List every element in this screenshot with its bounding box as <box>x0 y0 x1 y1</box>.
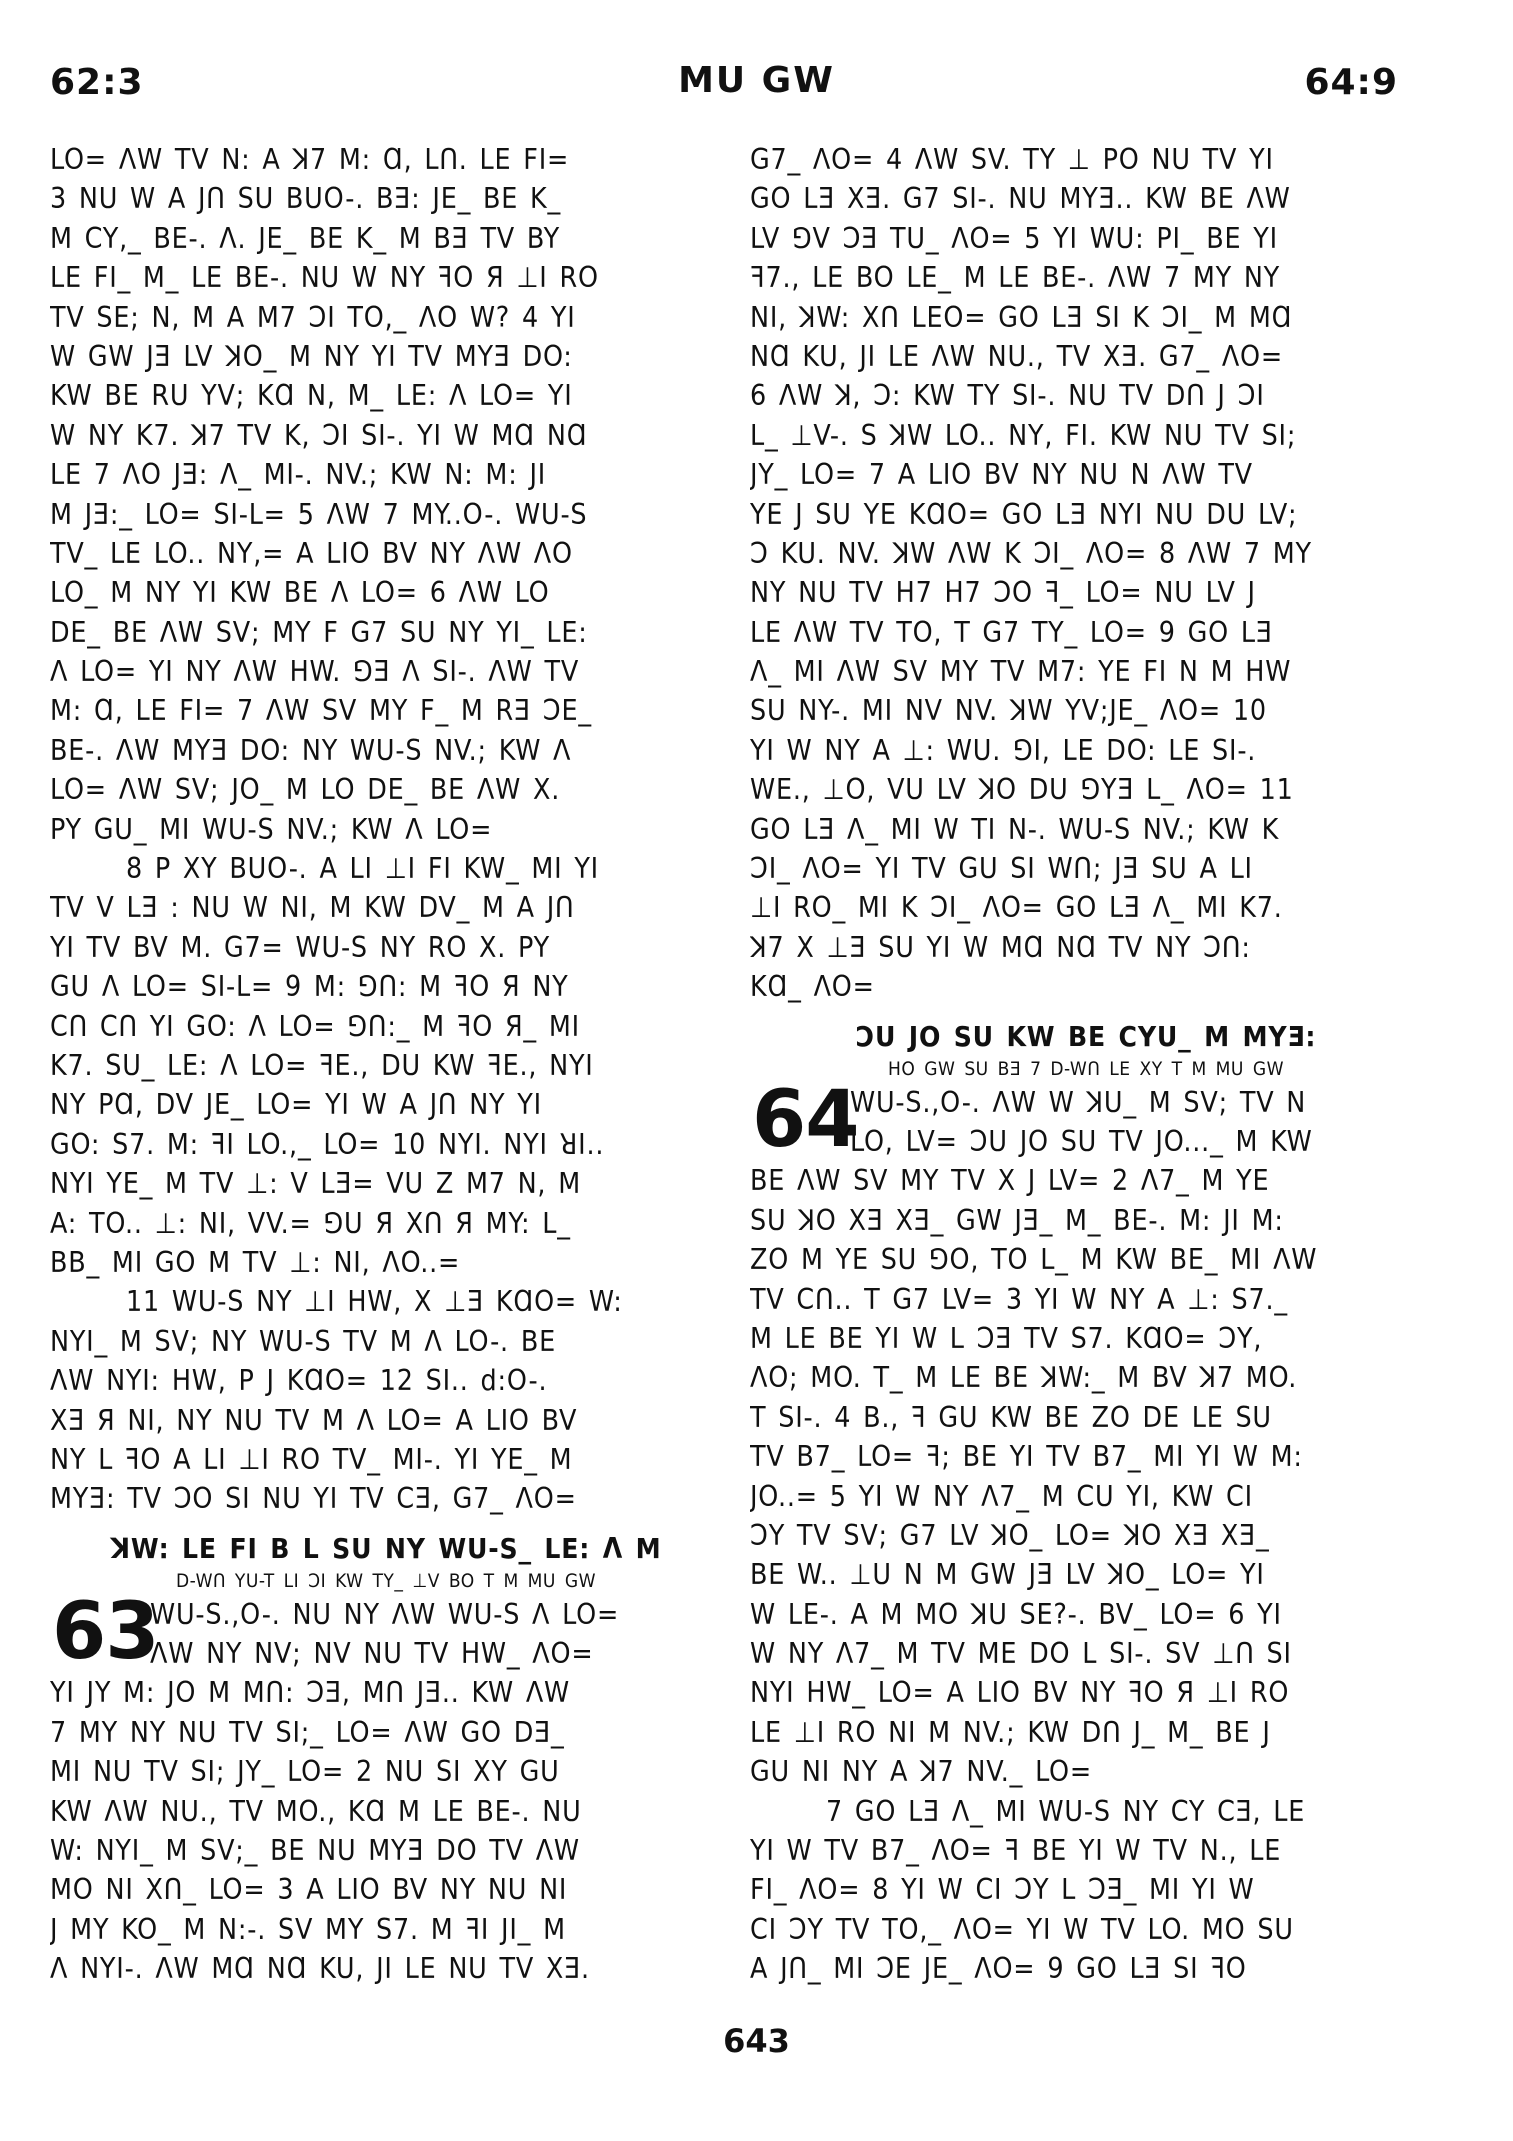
text-line: LV ⅁V ƆƎ TU_ ΛO= 5 YI WU: PI_ BE YI <box>750 221 1278 255</box>
text-line: ꓘ7 X ⊥Ǝ SU YI W MⱭ NⱭ TV NY ƆՈ: <box>750 930 1251 964</box>
text-line: LO, LV= ƆU JO SU TV JO..._ M KW <box>850 1124 1313 1158</box>
text-line: NY PⱭ, DV JE_ LO= YI W A JՈ NY YI <box>50 1088 542 1122</box>
text-line: MYƎ: TV ƆO SI NU YI TV CƎ, G7_ ΛO= <box>50 1482 577 1516</box>
text-line: LE ⊥I RO NI M NV.; KW DՈ J_ M_ BE J <box>750 1715 1271 1749</box>
text-line: BE-. ΛW MYƎ DO: NY WU-S NV.; KW Λ <box>50 733 572 767</box>
text-line: Λ LO= YI NY ΛW HW. ⅁Ǝ Λ SI-. ΛW TV <box>50 655 580 689</box>
text-line: XƎ Я NI, NY NU TV M Λ LO= A LIO BV <box>50 1403 578 1437</box>
text-line: L_ ⊥V-. S ꓘW LO.. NY, FI. KW NU TV SI; <box>750 418 1297 452</box>
section-heading: ꓘW: LE FI B L SU NY WU-S_ LE: Λ M <box>110 1531 662 1565</box>
right-text-column <box>750 140 1422 1989</box>
text-line: TV SE; N, M A M7 ƆI TO,_ ΛO W? 4 YI <box>50 300 576 334</box>
text-line: TV B7_ LO= ꟻ; BE YI TV B7_ MI YI W M: <box>750 1440 1303 1474</box>
text-line: WU-S.,O-. NU NY ΛW WU-S Λ LO= <box>150 1597 620 1631</box>
text-line: DE_ BE ΛW SV; MY F G7 SU NY YI_ LE: <box>50 615 588 649</box>
right-block-c <box>750 1792 1422 1989</box>
text-line: NYI HW_ LO= A LIO BV NY ꟻO Я ⊥I RO <box>750 1676 1290 1710</box>
text-line: ZO M YE SU ⅁O, TO L_ M KW BE_ MI ΛW <box>750 1243 1318 1277</box>
text-line: JY_ LO= 7 A LIO BV NY NU N ΛW TV <box>750 458 1253 492</box>
text-line: T SI-. 4 B., ꟻ GU KW BE ZO DE LE SU <box>750 1400 1272 1434</box>
left-block-a <box>50 140 722 849</box>
text-line: ƆI_ ΛO= YI TV GU SI WՈ; JƎ SU A LI <box>750 852 1253 886</box>
text-line: W: NYI_ M SV;_ BE NU MYƎ DO TV ΛW <box>50 1834 580 1868</box>
text-line: M: Ɑ, LE FI= 7 ΛW SV MY F_ M RƎ ƆE_ <box>50 694 592 728</box>
section-subheading: HO GW SU BƎ 7 D-WՈ LE XY T M MU GW <box>888 1057 1284 1080</box>
text-line: GU NI NY A ꓘ7 NV._ LO= <box>750 1755 1093 1789</box>
text-line: BE W.. ⊥U N M GW JƎ LV ꓘO_ LO= YI <box>750 1558 1265 1592</box>
text-line: SU ꓘO XƎ XƎ_ GW JƎ_ M_ BE-. M: JI M: <box>750 1203 1284 1237</box>
text-line: MI NU TV SI; JY_ LO= 2 NU SI XY GU <box>50 1755 560 1789</box>
section-heading: ƆU JO SU KW BE CYU_ M MYƎ: <box>855 1019 1317 1053</box>
chapter-number: 63 <box>52 1586 159 1677</box>
text-line: A: TO.. ⊥: NI, VV.= ⅁U Я XՈ Я MY: L_ <box>50 1206 571 1240</box>
text-line: SU NY-. MI NV NV. ꓘW YV;JE_ ΛO= 10 <box>750 694 1267 728</box>
text-line: GO: S7. M: ꟻI LO.,_ LO= 10 NYI. NYI ꓤI.. <box>50 1127 605 1161</box>
text-line: W NY K7. ꓘ7 TV K, ƆI SI-. YI W MⱭ NⱭ <box>50 418 588 452</box>
text-line: 6 ΛW ꓘ, Ɔ: KW TY SI-. NU TV DՈ J ƆI <box>750 379 1265 413</box>
text-line: W GW JƎ LV ꓘO_ M NY YI TV MYƎ DO: <box>50 339 573 373</box>
text-line: TV V LƎ : NU W NI, M KW DV_ M A JՈ <box>50 891 575 925</box>
text-line: ⊥I RO_ MI K ƆI_ ΛO= GO LƎ Λ_ MI K7. <box>750 891 1283 925</box>
text-line: Λ NYI-. ΛW MⱭ NⱭ KU, JI LE NU TV XƎ. <box>50 1952 590 1986</box>
left-block-c <box>50 1282 722 1518</box>
left-text-column <box>50 140 722 1989</box>
text-line: W LE-. A M MO ꓘU SE?-. BV_ LO= 6 YI <box>750 1597 1282 1631</box>
text-line: NⱭ KU, JI LE ΛW NU., TV XƎ. G7_ ΛO= <box>750 339 1284 373</box>
text-line: ΛO; MO. T_ M LE BE ꓘW:_ M BV ꓘ7 MO. <box>750 1361 1298 1395</box>
text-line: LE ΛW TV TO, T G7 TY_ LO= 9 GO LƎ <box>750 615 1273 649</box>
text-line: TV CՈ.. T G7 LV= 3 YI W NY A ⊥: S7._ <box>750 1282 1288 1316</box>
text-line: 3 NU W A JՈ SU BUO-. BƎ: JE_ BE K_ <box>50 182 562 216</box>
text-line: BB_ MI GO M TV ⊥: NI, ΛO..= <box>50 1245 461 1279</box>
text-line: A JՈ_ MI ƆE JE_ ΛO= 9 GO LƎ SI ꟻO <box>750 1952 1247 1986</box>
text-line: CՈ CՈ YI GO: Λ LO= ⅁Ո:_ M ꟻO Я_ MI <box>50 1009 580 1043</box>
text-line: GO LƎ XƎ. G7 SI-. NU MYƎ.. KW BE ΛW <box>750 182 1291 216</box>
text-line: LO= ΛW SV; JO_ M LO DE_ BE ΛW X. <box>50 773 561 807</box>
text-line: YI TV BV M. G7= WU-S NY RO X. PY <box>50 930 550 964</box>
text-line: G7_ ΛO= 4 ΛW SV. TY ⊥ PO NU TV YI <box>750 143 1274 176</box>
text-line: YI W TV B7_ ΛO= ꟻ BE YI W TV N., LE <box>750 1834 1282 1868</box>
text-line: NYI YE_ M TV ⊥: V LƎ= VU Z M7 N, M <box>50 1167 581 1201</box>
text-line: LE 7 ΛO JƎ: Λ_ MI-. NV.; KW N: M: JI <box>50 458 547 492</box>
text-line: CI ƆY TV TO,_ ΛO= YI W TV LO. MO SU <box>750 1912 1294 1946</box>
chapter-start <box>750 1074 1422 1165</box>
right-block-a <box>750 140 1422 1007</box>
text-line: ƆY TV SV; G7 LV ꓘO_ LO= ꓘO XƎ XƎ_ <box>750 1518 1270 1552</box>
text-line: J MY KO_ M N:-. SV MY S7. M ꟻI JI_ M <box>50 1912 566 1946</box>
text-line: M LE BE YI W L ƆƎ TV S7. KⱭO= ƆY, <box>750 1321 1263 1355</box>
text-line: 11 WU-S NY ⊥I HW, X ⊥Ǝ KⱭO= W: <box>126 1285 623 1319</box>
text-line: GO LƎ Λ_ MI W TI N-. WU-S NV.; KW K <box>750 812 1280 846</box>
text-line: K7. SU_ LE: Λ LO= ꟻE., DU KW ꟻE., NYI <box>50 1048 594 1082</box>
text-line: WE., ⊥O, VU LV ꓘO DU ⅁YƎ L_ ΛO= 11 <box>750 773 1294 807</box>
text-line: KW BE RU YV; KⱭ N, M_ LE: Λ LO= YI <box>50 379 573 413</box>
text-line: YE J SU YE KⱭO= GO LƎ NYI NU DU LV; <box>750 497 1298 531</box>
text-line: 7 GO LƎ Λ_ MI WU-S NY CY CƎ, LE <box>826 1794 1306 1828</box>
header-book-title: MU GW <box>678 60 835 101</box>
section-subheading: D-WՈ YU-T LI ƆI KW TY_ ⊥V BO T M MU GW <box>176 1569 596 1592</box>
text-line: 7 MY NY NU TV SI;_ LO= ΛW GO DƎ_ <box>50 1715 565 1749</box>
text-line: TV_ LE LO.. NY,= A LIO BV NY ΛW ΛO <box>50 536 573 570</box>
text-line: NYI_ M SV; NY WU-S TV M Λ LO-. BE <box>50 1324 556 1358</box>
text-line: YI W NY A ⊥: WU. ⅁I, LE DO: LE SI-. <box>750 733 1257 767</box>
text-line: W NY Λ7_ M TV ME DO L SI-. SV ⊥Ո SI <box>750 1637 1292 1671</box>
text-line: BE ΛW SV MY TV X J LV= 2 Λ7_ M YE <box>750 1164 1270 1198</box>
page-number: 643 <box>723 2022 790 2060</box>
text-line: ΛW NY NV; NV NU TV HW_ ΛO= <box>150 1637 594 1671</box>
text-line: MO NI XՈ_ LO= 3 A LIO BV NY NU NI <box>50 1873 568 1907</box>
text-line: Λ_ MI ΛW SV MY TV M7: YE FI N M HW <box>750 655 1292 689</box>
text-line: WU-S.,O-. ΛW W ꓘU_ M SV; TV N <box>850 1085 1307 1119</box>
chapter-number: 64 <box>752 1074 859 1165</box>
text-line: JO..= 5 YI W NY Λ7_ M CU YI, KW CI <box>750 1479 1253 1513</box>
text-line: NY NU TV H7 H7 ƆO ꟻ_ LO= NU LV J <box>750 576 1256 610</box>
text-line: PY GU_ MI WU-S NV.; KW Λ LO= <box>50 812 493 846</box>
text-line: LE FI_ M_ LE BE-. NU W NY ꟻO Я ⊥I RO <box>50 261 599 295</box>
text-line: LO_ M NY YI KW BE Λ LO= 6 ΛW LO <box>50 576 550 610</box>
text-line: 8 P XY BUO-. A LI ⊥I FI KW_ MI YI <box>126 852 599 886</box>
right-block-b <box>750 1161 1422 1791</box>
text-line: LO= ΛW TV N: A ꓘ7 M: Ɑ, LՈ. LE FI= <box>50 143 570 176</box>
text-line: FI_ ΛO= 8 YI W CI ƆY L ƆƎ_ MI YI W <box>750 1873 1255 1907</box>
text-line: GU Λ LO= SI-L= 9 M: ⅁Ո: M ꟻO Я NY <box>50 970 569 1004</box>
text-line: NI, ꓘW: XՈ LEO= GO LƎ SI K ƆI_ M MⱭ <box>750 300 1293 334</box>
text-line: KW ΛW NU., TV MO., KⱭ M LE BE-. NU <box>50 1794 582 1828</box>
text-line: KⱭ_ ΛO= <box>750 970 875 1004</box>
header-chapter-verse-end: 64:9 <box>1304 62 1398 103</box>
text-line: M CY,_ BE-. Λ. JE_ BE K_ M BƎ TV BY <box>50 221 560 255</box>
left-block-b <box>50 849 722 1282</box>
left-block-d <box>50 1673 722 1988</box>
text-line: NY L ꟻO A LI ⊥I RO TV_ MI-. YI YE_ M <box>50 1442 573 1476</box>
text-line: ΛW NYI: HW, P J KⱭO= 12 SI.. ⅾ:O-. <box>50 1364 548 1398</box>
header-chapter-verse-start: 62:3 <box>50 62 144 103</box>
text-line: ꟻ7., LE BO LE_ M LE BE-. ΛW 7 MY NY <box>750 261 1280 295</box>
text-line: Ɔ KU. NV. ꓘW ΛW K ƆI_ ΛO= 8 ΛW 7 MY <box>750 536 1312 570</box>
text-line: YI JY M: JO M MՈ: ƆƎ, MՈ JƎ.. KW ΛW <box>50 1676 571 1710</box>
chapter-start <box>50 1586 722 1677</box>
text-line: M JƎ:_ LO= SI-L= 5 ΛW 7 MY..O-. WU-S <box>50 497 588 531</box>
